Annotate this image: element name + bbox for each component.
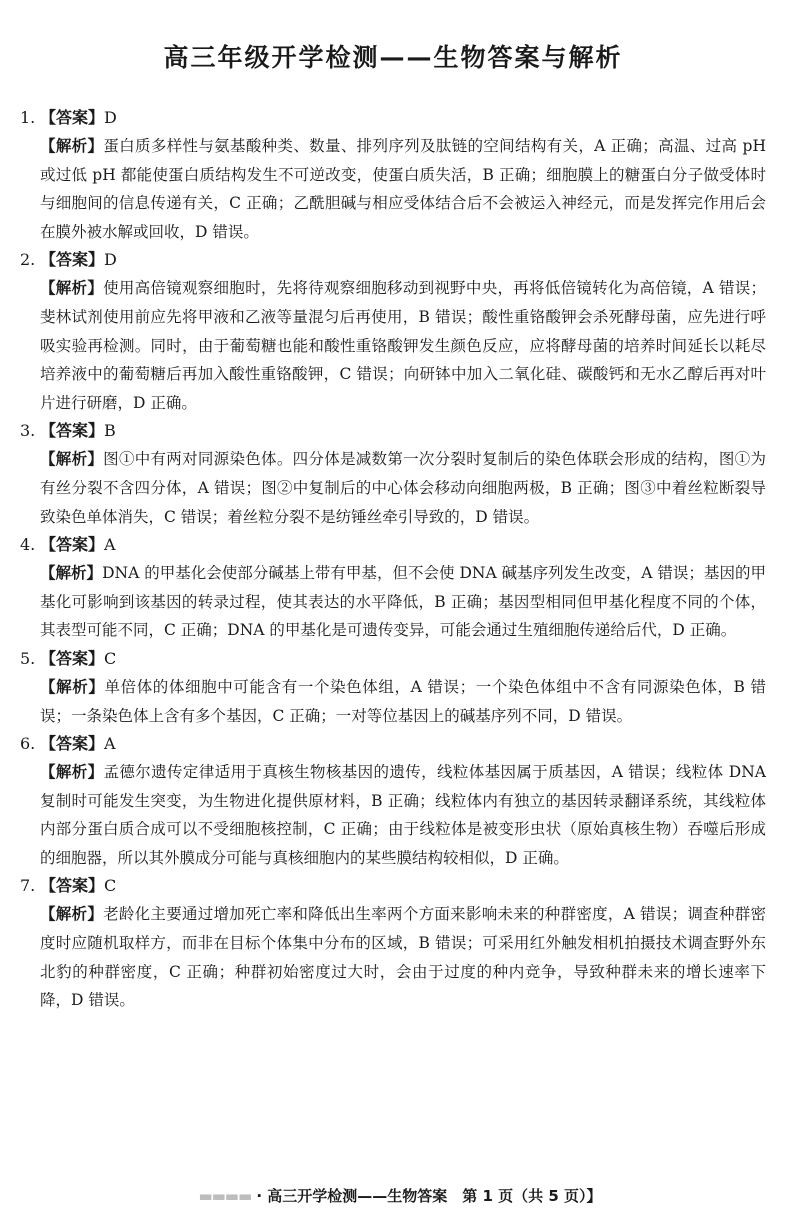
explanation-text: 老龄化主要通过增加死亡率和降低出生率两个方面来影响未来的种群密度，A 错误；调查种群密度时应随机取样方，而非在目标个体集中分布的区域，B 错误；可采用红外触发相机拍摄技术调查野外东北豹的种群密度，C 正确；种群初始密度过大时，会由于过度的种内竞争，导致种群未来的增长速率下降，D 错误。 <box>40 905 766 1010</box>
answer-item <box>20 872 766 1014</box>
explanation-paragraph <box>40 673 766 730</box>
page-footer <box>0 1185 800 1206</box>
analysis-label: 【解析】 <box>40 677 105 696</box>
answer-list <box>20 104 766 1015</box>
answer-line <box>20 872 766 900</box>
question-number: 2. <box>20 250 36 270</box>
question-number: 1. <box>20 108 36 127</box>
answer-label: 【答案】 <box>40 250 105 270</box>
analysis-label: 【解析】 <box>40 137 104 155</box>
question-number: 4. <box>20 535 36 555</box>
answer-line <box>20 730 766 758</box>
answer-line <box>20 531 766 559</box>
analysis-label: 【解析】 <box>40 450 104 469</box>
answer-item <box>20 246 766 417</box>
explanation-paragraph <box>40 559 766 645</box>
answer-item <box>20 417 766 531</box>
answer-item <box>20 645 766 730</box>
analysis-label: 【解析】 <box>40 279 104 298</box>
answer-line <box>20 104 766 132</box>
answer-label: 【答案】 <box>40 648 105 668</box>
answer-value: A <box>104 734 116 754</box>
answer-label: 【答案】 <box>40 108 105 127</box>
explanation-text: 图①中有两对同源染色体。四分体是减数第一次分裂时复制后的染色体联会形成的结构，图①为有丝分裂不含四分体，A 错误；图②中复制后的中心体会移动向细胞两极，B 正确；图③中着丝粒断裂导致染色单体消失，C 错误；着丝粒分裂不是纺锤丝牵引导致的，D 错误。 <box>40 450 766 526</box>
explanation-paragraph <box>40 758 766 872</box>
explanation-paragraph <box>40 900 766 1014</box>
analysis-label: 【解析】 <box>40 564 103 583</box>
page-title: 高三年级开学检测——生物答案与解析 <box>163 43 623 72</box>
answer-item <box>20 104 766 246</box>
question-number: 6. <box>20 734 36 754</box>
answer-value: B <box>104 421 116 441</box>
explanation-paragraph <box>40 445 766 531</box>
answer-label: 【答案】 <box>40 421 105 441</box>
answer-line <box>20 417 766 445</box>
question-number: 5. <box>20 648 36 668</box>
explanation-text: 蛋白质多样性与氨基酸种类、数量、排列序列及肽链的空间结构有关，A 正确；高温、过高 pH 或过低 pH 都能使蛋白质结构发生不可逆改变，使蛋白质失活，B 正确；细胞膜上的糖蛋白分子做受体时与细胞间的信息传递有关，C 正确；乙酰胆碱与相应受体结合后不会被运入神经元，而是发挥完作用后会在膜外被水解或回收，D 错误。 <box>40 137 766 241</box>
answer-value: C <box>104 648 117 668</box>
footer-text: · 高三开学检测——生物答案 第 1 页（共 5 页）】 <box>256 1187 602 1205</box>
question-number: 7. <box>20 876 36 896</box>
explanation-paragraph <box>40 132 766 246</box>
answer-value: D <box>104 108 117 127</box>
answer-line <box>20 246 766 274</box>
answer-label: 【答案】 <box>40 876 105 896</box>
answer-value: D <box>104 250 117 270</box>
answer-item <box>20 531 766 645</box>
analysis-label: 【解析】 <box>40 905 104 924</box>
explanation-text: 孟德尔遗传定律适用于真核生物核基因的遗传，线粒体基因属于质基因，A 错误；线粒体 DNA 复制时可能发生突变，为生物进化提供原材料，B 正确；线粒体内有独立的基因转录翻译系统，其线粒体内部分蛋白质合成可以不受细胞核控制，C 正确；由于线粒体是被变形虫状（原始真核生物）吞噬后形成的细胞器，所以其外膜成分可能与真核细胞内的某些膜结构较相似，D 正确。 <box>40 763 766 867</box>
explanation-paragraph <box>40 274 766 417</box>
explanation-text: DNA 的甲基化会使部分碱基上带有甲基，但不会使 DNA 碱基序列发生改变，A 错误；基因的甲基化可影响到该基因的转录过程，使其表达的水平降低，B 正确；基因型相同但甲基化程度不同的个体，其表型可能不同，C 正确；DNA 的甲基化是可遗传变异，可能会通过生殖细胞传递给后代，D 正确。 <box>40 564 766 640</box>
answer-label: 【答案】 <box>40 535 105 555</box>
answer-item <box>20 730 766 872</box>
footer-faint-mark: ▬▬▬▬ <box>198 1187 252 1205</box>
answer-label: 【答案】 <box>40 734 105 754</box>
analysis-label: 【解析】 <box>40 763 104 782</box>
explanation-text: 使用高倍镜观察细胞时，先将待观察细胞移动到视野中央，再将低倍镜转化为高倍镜，A 错误；斐林试剂使用前应先将甲液和乙液等量混匀后再使用，B 错误；酸性重铬酸钾会杀死酵母菌，应先进行呼吸实验再检测。同时，由于葡萄糖也能和酸性重铬酸钾发生颜色反应，应将酵母菌的培养时间延长以耗尽培养液中的葡萄糖后再加入酸性重铬酸钾，C 错误；向研钵中加入二氧化硅、碳酸钙和无水乙醇后再对叶片进行研磨，D 正确。 <box>40 279 766 412</box>
answer-value: C <box>104 876 117 896</box>
answer-line <box>20 645 766 673</box>
explanation-text: 单倍体的体细胞中可能含有一个染色体组，A 错误；一个染色体组中不含有同源染色体，B 错误；一条染色体上含有多个基因，C 正确；一对等位基因上的碱基序列不同，D 错误。 <box>40 677 766 725</box>
answer-value: A <box>104 535 116 555</box>
question-number: 3. <box>20 421 36 441</box>
